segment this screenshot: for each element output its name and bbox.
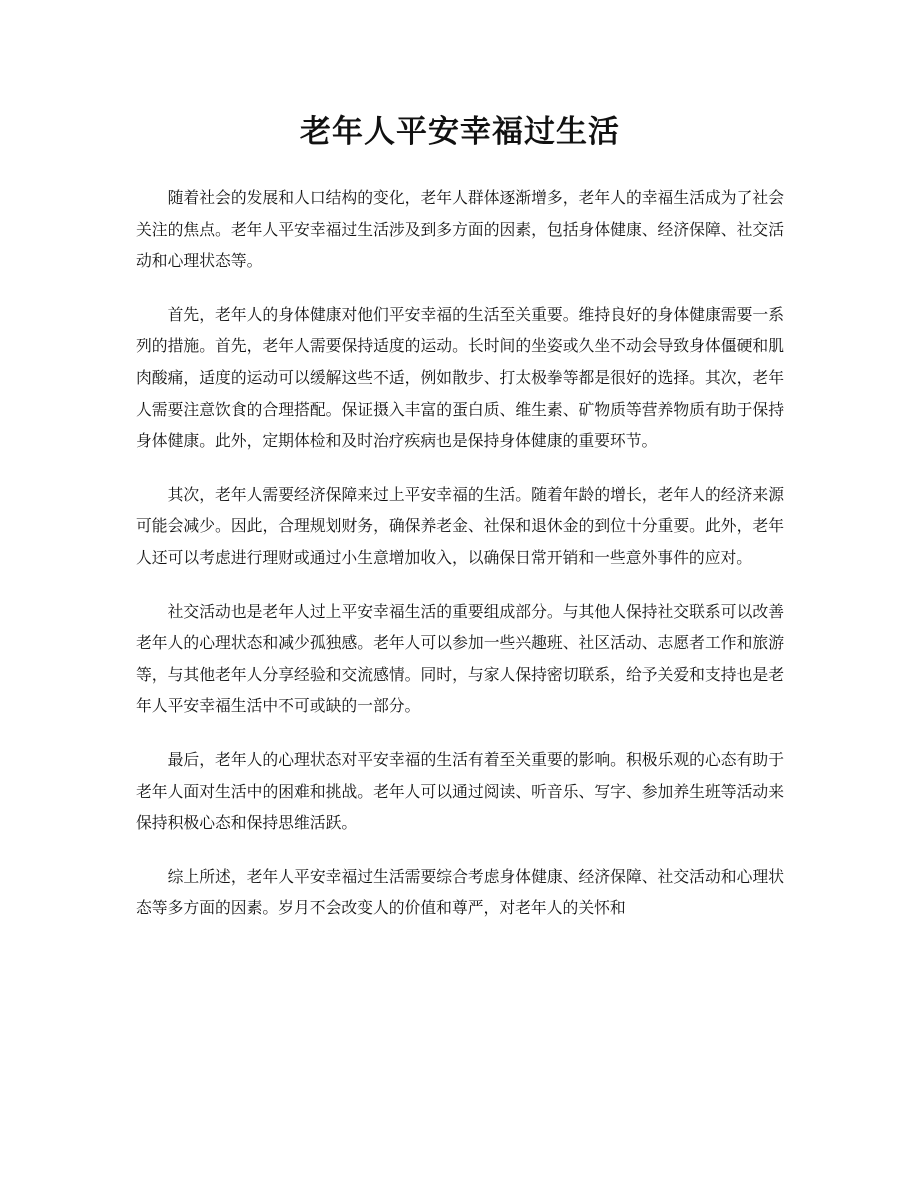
paragraph-economy: 其次，老年人需要经济保障来过上平安幸福的生活。随着年龄的增长，老年人的经济来源可能会减少。因此，合理规划财务，确保养老金、社保和退休金的到位十分重要。此外，老年人还可以考虑进行理财或通过小生意增加收入，以确保日常开销和一些意外事件的应对。 <box>136 484 784 567</box>
document-body <box>136 182 784 924</box>
paragraph-summary: 综上所述，老年人平安幸福过生活需要综合考虑身体健康、经济保障、社交活动和心理状态等多方面的因素。岁月不会改变人的价值和尊严，对老年人的关怀和 <box>136 866 784 918</box>
paragraph-mental: 最后，老年人的心理状态对平安幸福的生活有着至关重要的影响。积极乐观的心态有助于老年人面对生活中的困难和挑战。老年人可以通过阅读、听音乐、写字、参加养生班等活动来保持积极心态和保持思维活跃。 <box>136 749 784 833</box>
document-title: 老年人平安幸福过生活 <box>300 114 620 150</box>
paragraph-intro: 随着社会的发展和人口结构的变化，老年人群体逐渐增多，老年人的幸福生活成为了社会关注的焦点。老年人平安幸福过生活涉及到多方面的因素，包括身体健康、经济保障、社交活动和心理状态等。 <box>136 188 784 271</box>
paragraph-health: 首先，老年人的身体健康对他们平安幸福的生活至关重要。维持良好的身体健康需要一系列的措施。首先，老年人需要保持适度的运动。长时间的坐姿或久坐不动会导致身体僵硬和肌肉酸痛，适度的运动可以缓解这些不适，例如散步、打太极拳等都是很好的选择。其次，老年人需要注意饮食的合理搭配。保证摄入丰富的蛋白质、维生素、矿物质等营养物质有助于保持身体健康。此外，定期体检和及时治疗疾病也是保持身体健康的重要环节。 <box>136 304 784 451</box>
paragraph-social: 社交活动也是老年人过上平安幸福生活的重要组成部分。与其他人保持社交联系可以改善老年人的心理状态和减少孤独感。老年人可以参加一些兴趣班、社区活动、志愿者工作和旅游等，与其他老年人分享经验和交流感情。同时，与家人保持密切联系，给予关爱和支持也是老年人平安幸福生活中不可或缺的一部分。 <box>136 601 784 716</box>
